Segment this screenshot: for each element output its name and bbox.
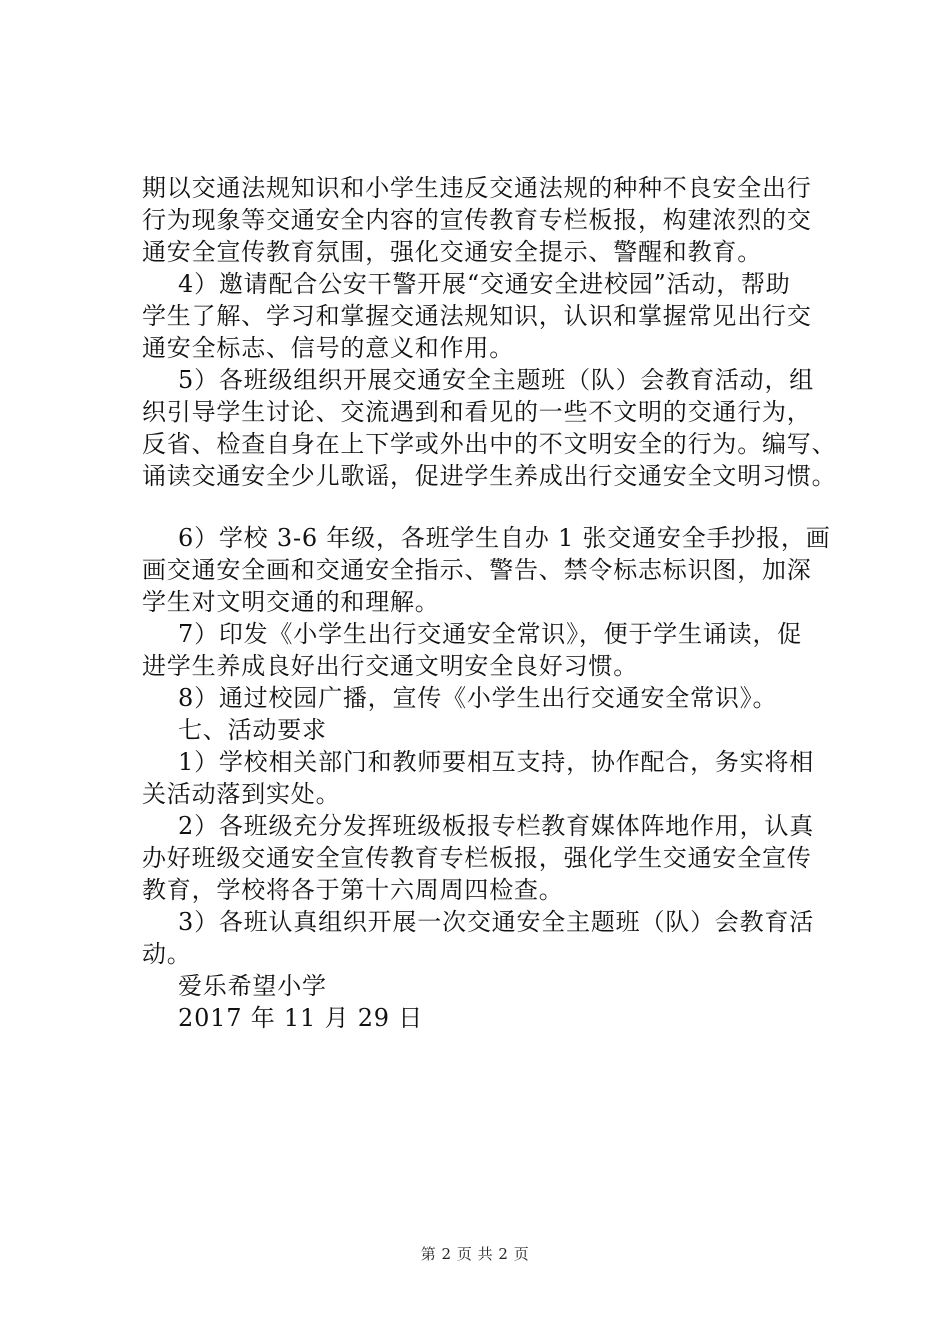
- text-line: 进学生养成良好出行交通文明安全良好习惯。: [142, 652, 638, 680]
- page-number-footer: 第 2 页 共 2 页: [420, 1245, 530, 1263]
- text-line: 关活动落到实处。: [142, 780, 341, 808]
- text-line: 反省、检查自身在上下学或外出中的不文明安全的行为。编写、: [142, 430, 837, 458]
- text-line: 通安全标志、信号的意义和作用。: [142, 334, 514, 362]
- document-body: [142, 172, 842, 1034]
- signature-school: 爱乐希望小学: [178, 972, 327, 1000]
- section-heading: 七、活动要求: [178, 716, 327, 744]
- text-line: 8）通过校园广播，宣传《小学生出行交通安全常识》。: [178, 684, 778, 712]
- text-line: 3）各班认真组织开展一次交通安全主题班（队）会教育活: [178, 908, 815, 936]
- text-line: 学生对文明交通的和理解。: [142, 588, 440, 616]
- text-line: 6）学校 3-6 年级，各班学生自办 1 张交通安全手抄报，画: [178, 524, 831, 552]
- text-line: 办好班级交通安全宣传教育专栏板报，强化学生交通安全宣传: [142, 844, 812, 872]
- text-line: 诵读交通安全少儿歌谣，促进学生养成出行交通安全文明习惯。: [142, 462, 837, 490]
- text-line: 教育，学校将各于第十六周周四检查。: [142, 876, 564, 904]
- text-line: 通安全宣传教育氛围，强化交通安全提示、警醒和教育。: [142, 238, 762, 266]
- text-line: 5）各班级组织开展交通安全主题班（队）会教育活动，组: [178, 366, 815, 394]
- text-line: 2）各班级充分发挥班级板报专栏教育媒体阵地作用，认真: [178, 812, 815, 840]
- text-line: 4）邀请配合公安干警开展“交通安全进校园”活动，帮助: [178, 270, 791, 298]
- text-line: 期以交通法规知识和小学生违反交通法规的种种不良安全出行: [142, 174, 812, 202]
- text-line: 动。: [142, 940, 192, 968]
- text-line: 行为现象等交通安全内容的宣传教育专栏板报，构建浓烈的交: [142, 206, 812, 234]
- signature-date: 2017 年 11 月 29 日: [178, 1004, 424, 1032]
- text-line: 学生了解、学习和掌握交通法规知识，认识和掌握常见出行交: [142, 302, 812, 330]
- text-line: 7）印发《小学生出行交通安全常识》，便于学生诵读，促: [178, 620, 803, 648]
- text-line: 织引导学生讨论、交流遇到和看见的一些不文明的交通行为，: [142, 398, 812, 426]
- text-line: 画交通安全画和交通安全指示、警告、禁令标志标识图，加深: [142, 556, 812, 584]
- text-line: 1）学校相关部门和教师要相互支持，协作配合，务实将相: [178, 748, 815, 776]
